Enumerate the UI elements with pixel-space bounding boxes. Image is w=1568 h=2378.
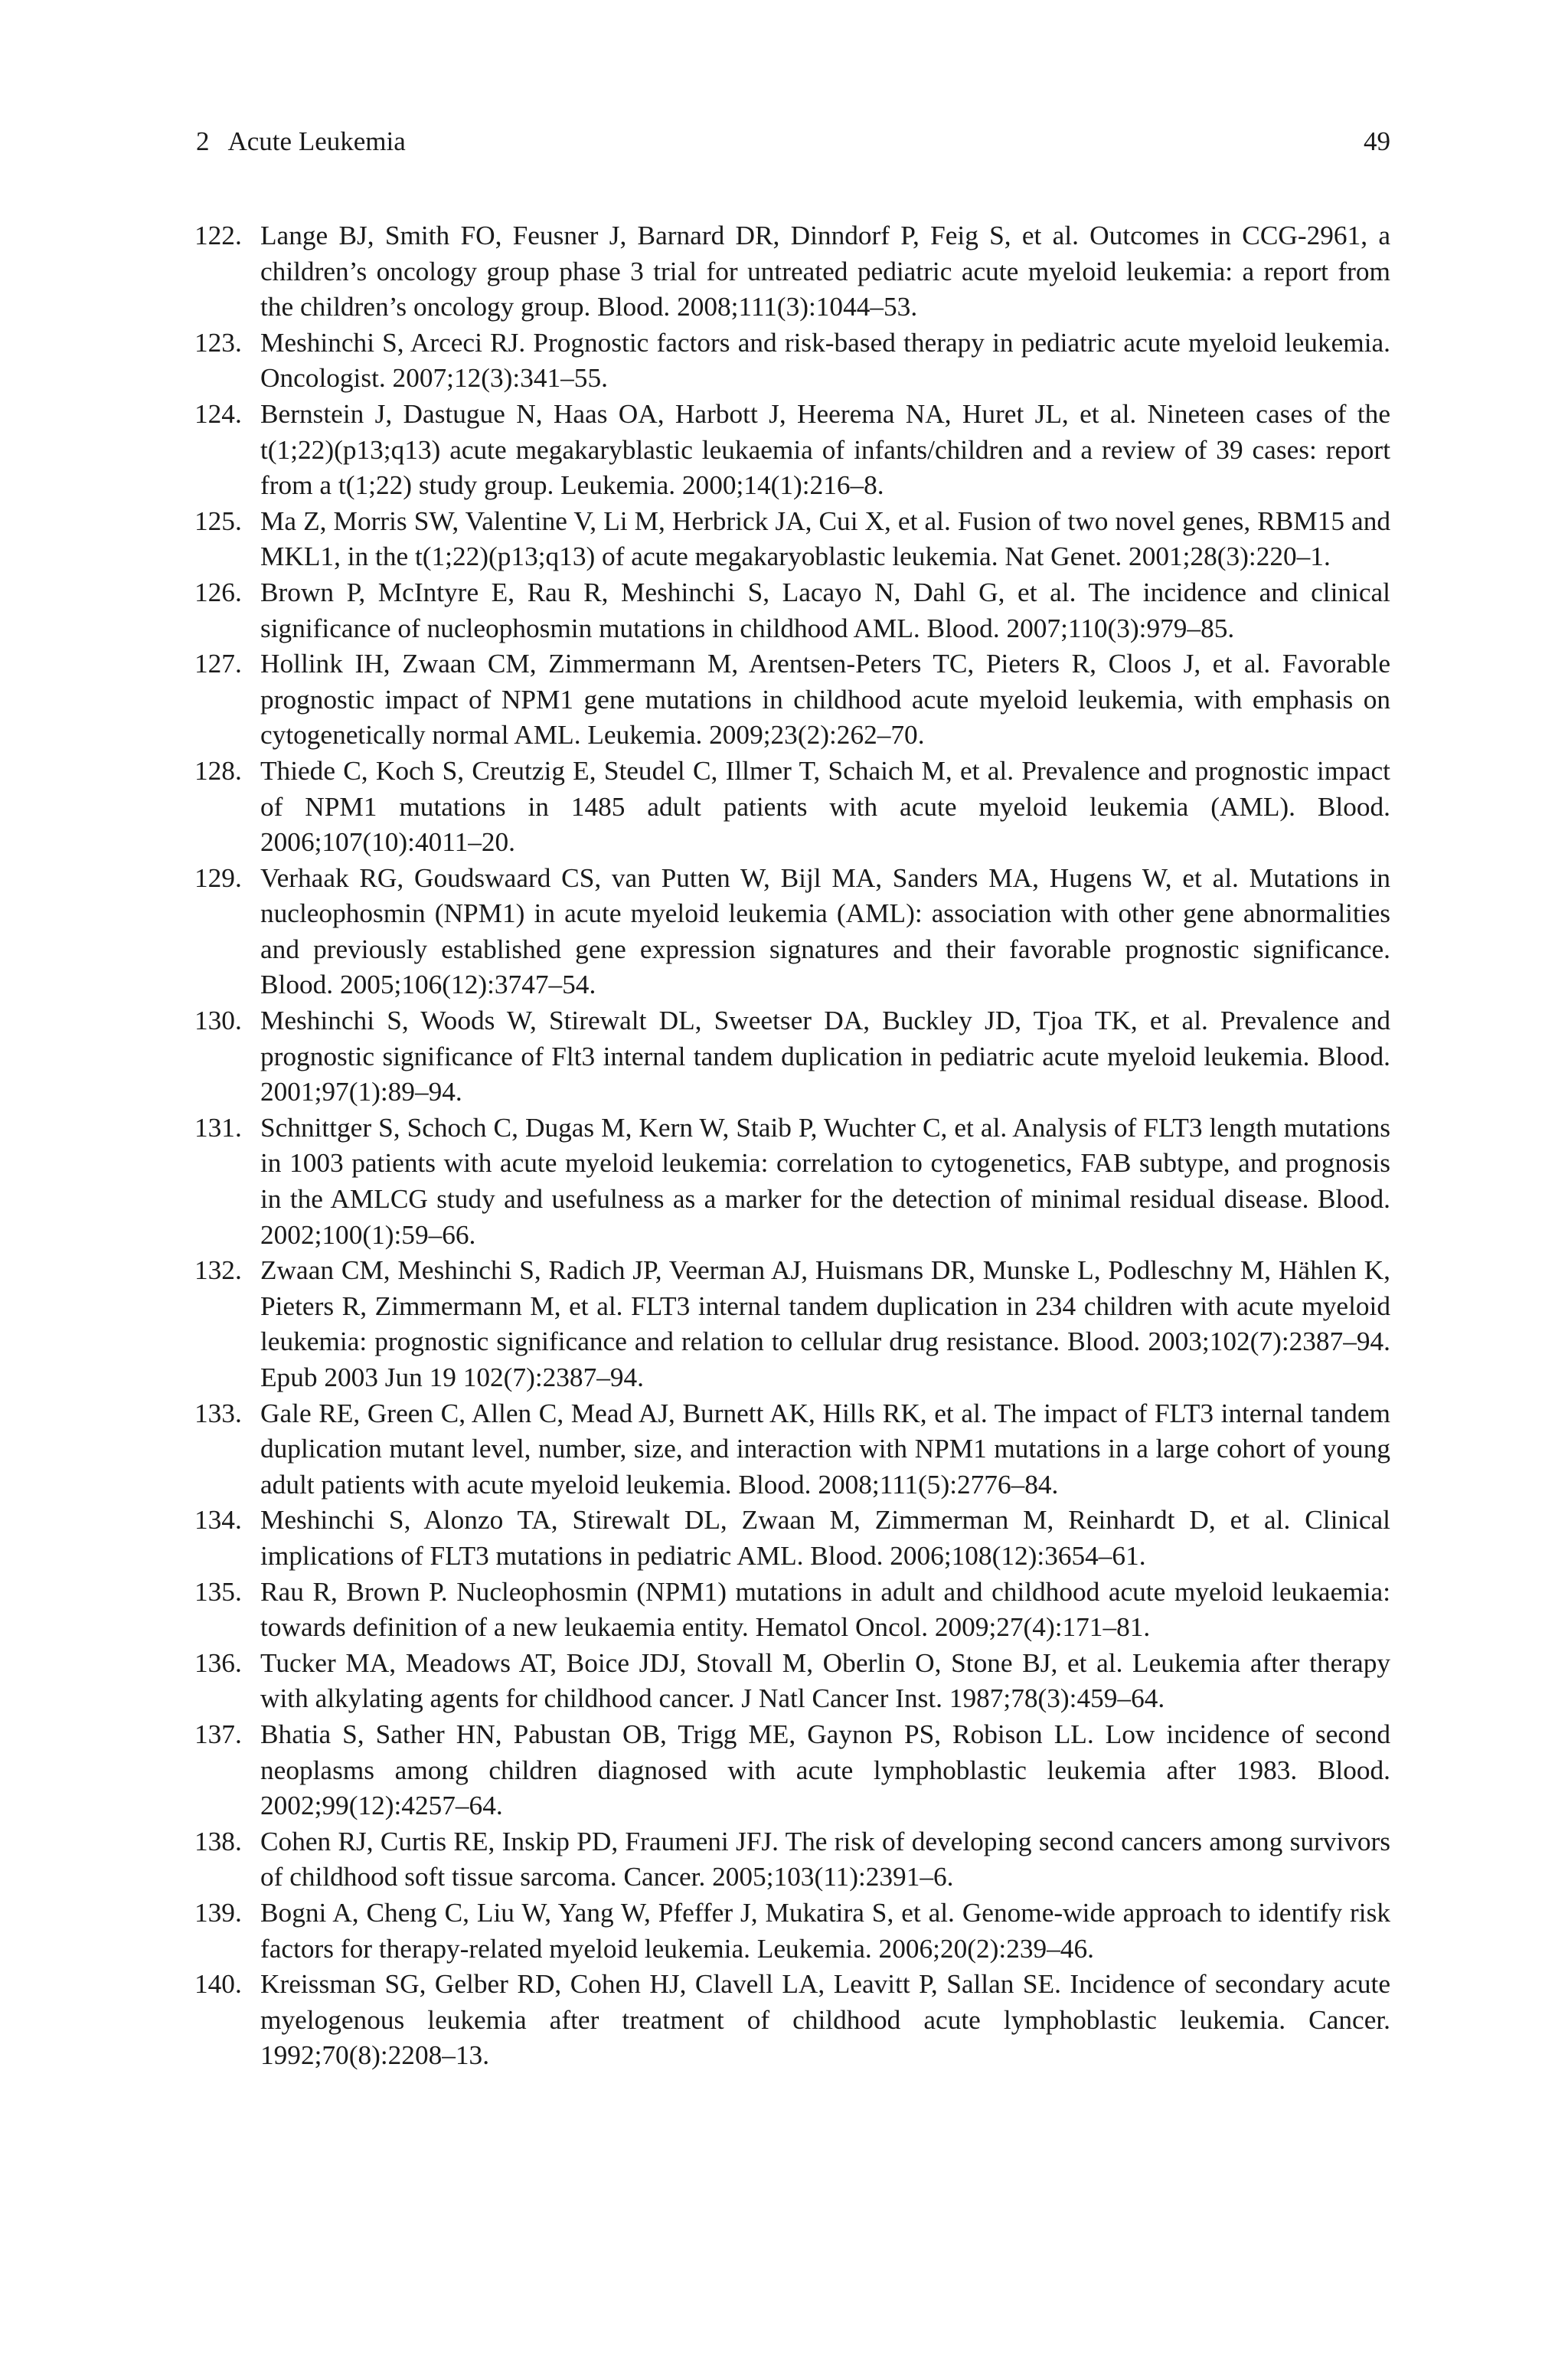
reference-number: 124.	[194, 398, 242, 429]
reference-item	[196, 1503, 1390, 1574]
reference-item	[196, 646, 1390, 754]
reference-text: Gale RE, Green C, Allen C, Mead AJ, Burnett AK, Hills RK, et al. The impact of FLT3 internal tandem duplication mutant level, number, size, and interaction with NPM1 mutations in a large cohort of young adult patients with acute myeloid leukemia. Blood. 2008;111(5):2776–84.	[260, 1398, 1390, 1500]
reference-item	[196, 1575, 1390, 1646]
reference-text: Rau R, Brown P. Nucleophosmin (NPM1) mutations in adult and childhood acute myeloid leukaemia: towards definition of a new leukaemia entity. Hematol Oncol. 2009;27(4):171–81.	[260, 1576, 1390, 1643]
reference-number: 133.	[194, 1398, 242, 1428]
reference-text: Brown P, McIntyre E, Rau R, Meshinchi S, Lacayo N, Dahl G, et al. The incidence and clinical significance of nucleophosmin mutations in childhood AML. Blood. 2007;110(3):979–85.	[260, 577, 1390, 643]
reference-item	[196, 1646, 1390, 1717]
reference-item	[196, 1253, 1390, 1395]
running-head	[196, 123, 1390, 161]
reference-text: Bogni A, Cheng C, Liu W, Yang W, Pfeffer J, Mukatira S, et al. Genome-wide approach to identify risk factors for therapy-related myeloid leukemia. Leukemia. 2006;20(2):239–46.	[260, 1897, 1390, 1964]
reference-number: 140.	[194, 1969, 242, 2000]
reference-number: 125.	[194, 505, 242, 536]
reference-text: Kreissman SG, Gelber RD, Cohen HJ, Clavell LA, Leavitt P, Sallan SE. Incidence of secondary acute myelogenous leukemia after treatment of childhood acute lymphoblastic leukemia. Cancer. 1992;70(8):2208–13.	[260, 1969, 1390, 2071]
chapter-title: Acute Leukemia	[227, 126, 406, 156]
reference-text: Verhaak RG, Goudswaard CS, van Putten W, Bijl MA, Sanders MA, Hugens W, et al. Mutations in nucleophosmin (NPM1) in acute myeloid leukemia (AML): association with other gene abnormalities and previously established gene expression signatures and their favorable prognostic significance. Blood. 2005;106(12):3747–54.	[260, 862, 1390, 1000]
reference-number: 134.	[194, 1505, 242, 1536]
reference-item	[196, 1967, 1390, 2074]
reference-number: 123.	[194, 327, 242, 358]
reference-item	[196, 218, 1390, 325]
reference-text: Cohen RJ, Curtis RE, Inskip PD, Fraumeni JFJ. The risk of developing second cancers among survivors of childhood soft tissue sarcoma. Cancer. 2005;103(11):2391–6.	[260, 1826, 1390, 1892]
reference-text: Meshinchi S, Alonzo TA, Stirewalt DL, Zwaan M, Zimmerman M, Reinhardt D, et al. Clinical implications of FLT3 mutations in pediatric AML. Blood. 2006;108(12):3654–61.	[260, 1505, 1390, 1571]
reference-item	[196, 397, 1390, 504]
reference-text: Zwaan CM, Meshinchi S, Radich JP, Veerman AJ, Huismans DR, Munske L, Podleschny M, Hählen K, Pieters R, Zimmermann M, et al. FLT3 internal tandem duplication in 234 children with acute myeloid leukemia: prognostic significance and relation to cellular drug resistance. Blood. 2003;102(7):2387–94. Epub 2003 Jun 19 102(7):2387–94.	[260, 1255, 1390, 1392]
reference-text: Ma Z, Morris SW, Valentine V, Li M, Herbrick JA, Cui X, et al. Fusion of two novel genes, RBM15 and MKL1, in the t(1;22)(p13;q13) of acute megakaryoblastic leukemia. Nat Genet. 2001;28(3):220–1.	[260, 505, 1390, 572]
reference-item	[196, 1396, 1390, 1503]
reference-text: Hollink IH, Zwaan CM, Zimmermann M, Arentsen-Peters TC, Pieters R, Cloos J, et al. Favorable prognostic impact of NPM1 gene mutations in childhood acute myeloid leukemia, with emphasis on cytogenetically normal AML. Leukemia. 2009;23(2):262–70.	[260, 649, 1390, 751]
reference-number: 137.	[194, 1719, 242, 1749]
reference-item	[196, 1003, 1390, 1110]
reference-number: 127.	[194, 649, 242, 679]
reference-number: 131.	[194, 1112, 242, 1143]
reference-text: Tucker MA, Meadows AT, Boice JDJ, Stovall M, Oberlin O, Stone BJ, et al. Leukemia after therapy with alkylating agents for childhood cancer. J Natl Cancer Inst. 1987;78(3):459–64.	[260, 1647, 1390, 1714]
reference-item	[196, 1896, 1390, 1967]
reference-item	[196, 754, 1390, 861]
reference-item	[196, 1824, 1390, 1896]
reference-item	[196, 1717, 1390, 1824]
reference-text: Thiede C, Koch S, Creutzig E, Steudel C, Illmer T, Schaich M, et al. Prevalence and prognostic impact of NPM1 mutations in 1485 adult patients with acute myeloid leukemia (AML). Blood. 2006;107(10):4011–20.	[260, 755, 1390, 858]
reference-number: 135.	[194, 1576, 242, 1607]
reference-item	[196, 504, 1390, 575]
reference-text: Meshinchi S, Woods W, Stirewalt DL, Sweetser DA, Buckley JD, Tjoa TK, et al. Prevalence and prognostic significance of Flt3 internal tandem duplication in pediatric acute myeloid leukemia. Blood. 2001;97(1):89–94.	[260, 1006, 1390, 1107]
reference-item	[196, 325, 1390, 397]
reference-number: 128.	[194, 755, 242, 786]
reference-number: 122.	[194, 221, 242, 250]
reference-number: 139.	[194, 1897, 242, 1928]
reference-number: 138.	[194, 1826, 242, 1856]
reference-item	[196, 1110, 1390, 1253]
reference-text: Meshinchi S, Arceci RJ. Prognostic factors and risk-based therapy in pediatric acute myeloid leukemia. Oncologist. 2007;12(3):341–55.	[260, 327, 1390, 394]
chapter-number: 2	[196, 126, 210, 156]
reference-list	[196, 218, 1390, 2074]
reference-text: Lange BJ, Smith FO, Feusner J, Barnard DR, Dinndorf P, Feig S, et al. Outcomes in CCG-2961, a children’s oncology group phase 3 trial for untreated pediatric acute myeloid leukemia: a report from the children’s oncology group. Blood. 2008;111(3):1044–53.	[260, 221, 1390, 322]
reference-number: 136.	[194, 1647, 242, 1678]
reference-number: 129.	[194, 862, 242, 893]
reference-text: Schnittger S, Schoch C, Dugas M, Kern W, Staib P, Wuchter C, et al. Analysis of FLT3 length mutations in 1003 patients with acute myeloid leukemia: correlation to cytogenetics, FAB subtype, and prognosis in the AMLCG study and usefulness as a marker for the detection of minimal residual disease. Blood. 2002;100(1):59–66.	[260, 1112, 1390, 1250]
reference-item	[196, 575, 1390, 646]
reference-item	[196, 861, 1390, 1003]
reference-number: 132.	[194, 1255, 242, 1286]
reference-number: 130.	[194, 1006, 242, 1036]
reference-number: 126.	[194, 577, 242, 607]
reference-text: Bhatia S, Sather HN, Pabustan OB, Trigg ME, Gaynon PS, Robison LL. Low incidence of second neoplasms among children diagnosed with acute lymphoblastic leukemia after 1983. Blood. 2002;99(12):4257–64.	[260, 1719, 1390, 1821]
page-number: 49	[1364, 126, 1390, 156]
chapter-heading	[196, 123, 406, 161]
reference-text: Bernstein J, Dastugue N, Haas OA, Harbott J, Heerema NA, Huret JL, et al. Nineteen cases of the t(1;22)(p13;q13) acute megakaryblastic leukaemia of infants/children and a review of 39 cases: report from a t(1;22) study group. Leukemia. 2000;14(1):216–8.	[260, 398, 1390, 501]
